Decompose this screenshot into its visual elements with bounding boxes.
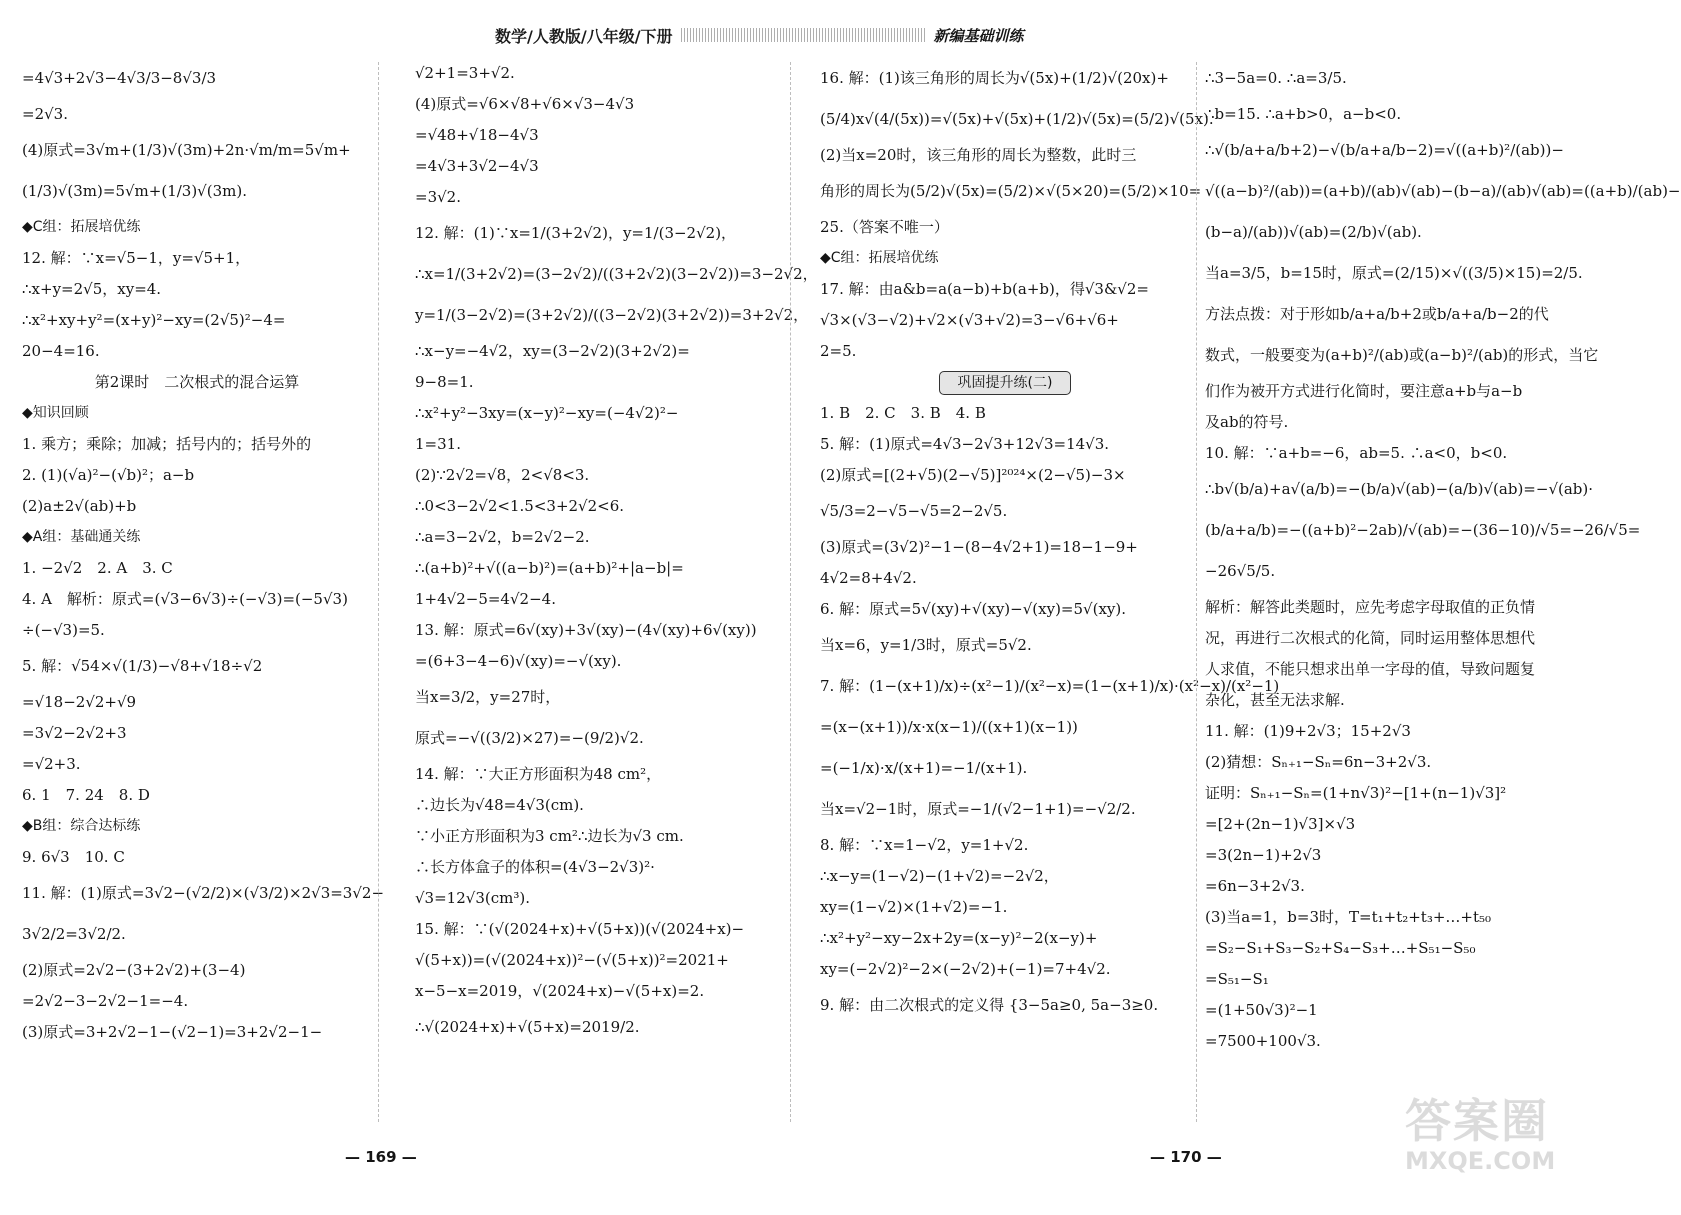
page-number-left: — 169 —	[345, 1148, 417, 1166]
answer-line: ∴0<3−2√2<1.5<3+2√2<6.	[415, 497, 625, 515]
answer-line: ∴边长为√48=4√3(cm).	[415, 796, 584, 814]
answer-line: 20−4=16.	[22, 342, 100, 360]
header-decoration	[681, 28, 926, 42]
answer-line: ∴√(2024+x)+√(5+x)=2019/2.	[415, 1018, 640, 1036]
answer-line: ∴x−y=(1−√2)−(1+√2)=−2√2，	[820, 867, 1059, 885]
answer-line: 4. A 解析：原式=(√3−6√3)÷(−√3)=(−5√3)	[22, 590, 348, 608]
answer-line: 杂化，甚至无法求解.	[1205, 691, 1345, 709]
answer-line: (2)原式=[(2+√5)(2−√5)]²⁰²⁴×(2−√5)−3×	[820, 466, 1126, 484]
answer-line: 第2课时 二次根式的混合运算	[94, 373, 300, 391]
column-2	[415, 58, 818, 1048]
answer-line: ∴x²+y²−3xy=(x−y)²−xy=(−4√2)²−	[415, 404, 679, 422]
answer-line: 数式，一般要变为(a+b)²/(ab)或(a−b)²/(ab)的形式，当它	[1205, 346, 1599, 364]
answer-line: =6n−3+2√3.	[1205, 877, 1305, 895]
answer-line: (b/a+a/b)=−((a+b)²−2ab)/√(ab)=−(36−10)/√5=−26/√5=	[1205, 521, 1641, 539]
answer-line: (3)原式=(3√2)²−1−(8−4√2+1)=18−1−9+	[820, 538, 1138, 556]
answer-line: ◆C组：拓展培优练	[820, 250, 939, 266]
answer-line: ∴x−y=−4√2，xy=(3−2√2)(3+2√2)=	[415, 342, 690, 360]
answer-line: =[2+(2n−1)√3]×√3	[1205, 815, 1356, 833]
answer-line: √3×(√3−√2)+√2×(√3+√2)=3−√6+√6+	[820, 311, 1119, 329]
answer-line: √(5+x))=(√(2024+x))²−(√(5+x))²=2021+	[415, 951, 729, 969]
answer-line: 5. 解：√54×√(1/3)−√8+√18÷√2	[22, 657, 263, 675]
answer-line: xy=(−2√2)²−2×(−2√2)+(−1)=7+4√2.	[820, 960, 1111, 978]
answer-line: 5. 解：(1)原式=4√3−2√3+12√3=14√3.	[820, 435, 1110, 453]
answer-line: 2. (1)(√a)²−(√b)²；a−b	[22, 466, 195, 484]
answer-line: 1. −2√2 2. A 3. C	[22, 559, 173, 577]
answer-line: (2)当x=20时，该三角形的周长为整数，此时三	[820, 146, 1137, 164]
answer-line: =(1+50√3)²−1	[1205, 1001, 1318, 1019]
answer-line: (1/3)√(3m)=5√m+(1/3)√(3m).	[22, 182, 247, 200]
answer-line: =4√3+2√3−4√3/3−8√3/3	[22, 69, 217, 87]
answer-line: √2+1=3+√2.	[415, 64, 515, 82]
answer-line: =(−1/x)·x/(x+1)=−1/(x+1).	[820, 759, 1028, 777]
answer-line: 25.（答案不唯一）	[820, 218, 949, 236]
answer-line: (4)原式=√6×√8+√6×√3−4√3	[415, 95, 635, 113]
answer-line: (2)a±2√(ab)+b	[22, 497, 137, 515]
answer-line: 6. 解：原式=5√(xy)+√(xy)−√(xy)=5√(xy).	[820, 600, 1126, 618]
answer-line: ∵小正方形面积为3 cm²∴边长为√3 cm.	[415, 827, 684, 845]
answer-line: =S₂−S₁+S₃−S₂+S₄−S₃+…+S₅₁−S₅₀	[1205, 939, 1476, 957]
answer-line: 9−8=1.	[415, 373, 474, 391]
answer-line: 原式=−√((3/2)×27)=−(9/2)√2.	[415, 729, 644, 747]
answer-line: 1+4√2−5=4√2−4.	[415, 590, 556, 608]
answer-line: √5/3=2−√5−√5=2−2√5.	[820, 502, 1008, 520]
answer-line: =4√3+3√2−4√3	[415, 157, 539, 175]
answer-line: =√48+√18−4√3	[415, 126, 539, 144]
answer-line: 4√2=8+4√2.	[820, 569, 917, 587]
column-4	[1205, 58, 1681, 1057]
answer-line: =S₅₁−S₁	[1205, 970, 1269, 988]
answer-line: ∴x=1/(3+2√2)=(3−2√2)/((3+2√2)(3−2√2))=3−2√2，	[415, 265, 818, 283]
answer-line: 人求值，不能只想求出单一字母的值，导致问题复	[1205, 660, 1536, 678]
page-number-right: — 170 —	[1150, 1148, 1222, 1166]
watermark-logo	[1405, 1085, 1565, 1195]
answer-line: xy=(1−√2)×(1+√2)=−1.	[820, 898, 1008, 916]
answer-line: 方法点拨：对于形如b/a+a/b+2或b/a+a/b−2的代	[1205, 305, 1549, 323]
answer-line: 15. 解：∵(√(2024+x)+√(5+x))(√(2024+x)−	[415, 920, 745, 938]
answer-line: ∴√(b/a+a/b+2)−√(b/a+a/b−2)=√((a+b)²/(ab))−	[1205, 141, 1564, 159]
answer-line: ◆A组：基础通关练	[22, 529, 141, 545]
answer-line: =2√3.	[22, 105, 68, 123]
running-header	[495, 22, 1024, 48]
answer-line: −26√5/5.	[1205, 562, 1276, 580]
answer-line: 当a=3/5，b=15时，原式=(2/15)×√((3/5)×15)=2/5.	[1205, 264, 1583, 282]
answer-line: ◆知识回顾	[22, 405, 89, 421]
answer-line: ∴长方体盒子的体积=(4√3−2√3)²·	[415, 858, 655, 876]
answer-line: 7. 解：(1−(x+1)/x)÷(x²−1)/(x²−x)=(1−(x+1)/x)·(x²−x)/(x²−1)	[820, 677, 1280, 695]
answer-line: (4)原式=3√m+(1/3)√(3m)+2n·√m/m=5√m+	[22, 141, 351, 159]
answer-line: (3)当a=1，b=3时，T=t₁+t₂+t₃+…+t₅₀	[1205, 908, 1492, 926]
answer-line: 及ab的符号.	[1205, 413, 1289, 431]
answer-line: 1. 乘方；乘除；加减；括号内的；括号外的	[22, 435, 312, 453]
column-divider	[378, 62, 379, 1122]
answer-line: 8. 解：∵x=1−√2，y=1+√2.	[820, 836, 1029, 854]
section-title-box: 巩固提升练(二)	[939, 371, 1072, 395]
watermark-url: MXQE.COM	[1405, 1147, 1556, 1175]
answer-line: 17. 解：由a&b=a(a−b)+b(a+b)，得√3&√2=	[820, 280, 1149, 298]
answer-line: ∴x+y=2√5，xy=4.	[22, 280, 162, 298]
answer-line: =3√2.	[415, 188, 461, 206]
answer-line: 当x=√2−1时，原式=−1/(√2−1+1)=−√2/2.	[820, 800, 1136, 818]
answer-line: 14. 解：∵大正方形面积为48 cm²，	[415, 765, 662, 783]
answer-line: =(x−(x+1))/x·x(x−1)/((x+1)(x−1))	[820, 718, 1078, 736]
answer-line: =(6+3−4−6)√(xy)=−√(xy).	[415, 652, 622, 670]
answer-line: 9. 解：由二次根式的定义得 {3−5a≥0, 5a−3≥0.	[820, 996, 1159, 1014]
answer-line: ∴(a+b)²+√((a−b)²)=(a+b)²+|a−b|=	[415, 559, 684, 577]
answer-line: 12. 解：∵x=√5−1，y=√5+1，	[22, 249, 251, 267]
column-1	[22, 58, 385, 1048]
answer-line: (2)猜想：Sₙ₊₁−Sₙ=6n−3+2√3.	[1205, 753, 1432, 771]
answer-line: ∴3−5a=0. ∴a=3/5.	[1205, 69, 1347, 87]
answer-line: 解析：解答此类题时，应先考虑字母取值的正负情	[1205, 598, 1536, 616]
answer-line: (3)原式=3+2√2−1−(√2−1)=3+2√2−1−	[22, 1023, 323, 1041]
answer-line: ÷(−√3)=5.	[22, 621, 105, 639]
answer-line: 13. 解：原式=6√(xy)+3√(xy)−(4√(xy)+6√(xy))	[415, 621, 757, 639]
answer-line: (2)∵2√2=√8，2<√8<3.	[415, 466, 590, 484]
answer-line: ∴b√(b/a)+a√(a/b)=−(b/a)√(ab)−(a/b)√(ab)=−√(ab)·	[1205, 480, 1594, 498]
header-series: 新编基础训练	[933, 26, 1024, 45]
answer-line: (5/4)x√(4/(5x))=√(5x)+√(5x)+(1/2)√(5x)=(5/2)√(5x).	[820, 110, 1214, 128]
answer-line: 当x=6，y=1/3时，原式=5√2.	[820, 636, 1032, 654]
answer-line: ∴a=3−2√2，b=2√2−2.	[415, 528, 590, 546]
answer-line: ◆C组：拓展培优练	[22, 219, 141, 235]
answer-line	[820, 367, 1190, 398]
answer-line: y=1/(3−2√2)=(3+2√2)/((3−2√2)(3+2√2))=3+2√2，	[415, 306, 809, 324]
answer-line: 角形的周长为(5/2)√(5x)=(5/2)×√(5×20)=(5/2)×10=	[820, 182, 1202, 200]
answer-line: ∴x²+xy+y²=(x+y)²−xy=(2√5)²−4=	[22, 311, 286, 329]
answer-line: ∴x²+y²−xy−2x+2y=(x−y)²−2(x−y)+	[820, 929, 1098, 947]
answer-line: ∴b=15. ∴a+b>0，a−b<0.	[1205, 105, 1402, 123]
answer-line: (b−a)/(ab))√(ab)=(2/b)√(ab).	[1205, 223, 1422, 241]
answer-line: =√18−2√2+√9	[22, 693, 137, 711]
answer-line: 16. 解：(1)该三角形的周长为√(5x)+(1/2)√(20x)+	[820, 69, 1169, 87]
answer-line: 10. 解：∵a+b=−6，ab=5. ∴a<0，b<0.	[1205, 444, 1508, 462]
answer-line: x−5−x=2019，√(2024+x)−√(5+x)=2.	[415, 982, 705, 1000]
answer-line: 证明：Sₙ₊₁−Sₙ=(1+n√3)²−[1+(n−1)√3]²	[1205, 784, 1507, 802]
answer-line: √3=12√3(cm³).	[415, 889, 530, 907]
answer-line: 3√2/2=3√2/2.	[22, 925, 126, 943]
answer-line: (2)原式=2√2−(3+2√2)+(3−4)	[22, 961, 246, 979]
answer-line: 1=31.	[415, 435, 461, 453]
answer-line: 们作为被开方式进行化简时，要注意a+b与a−b	[1205, 382, 1523, 400]
answer-line: 11. 解：(1)9+2√3；15+2√3	[1205, 722, 1411, 740]
page-gutter	[790, 62, 791, 1122]
answer-line: 11. 解：(1)原式=3√2−(√2/2)×(√3/2)×2√3=3√2−	[22, 884, 385, 902]
answer-line: ◆B组：综合达标练	[22, 818, 141, 834]
answer-line: 9. 6√3 10. C	[22, 848, 125, 866]
answer-line: 况，再进行二次根式的化简，同时运用整体思想代	[1205, 629, 1536, 647]
answer-line: =√2+3.	[22, 755, 81, 773]
header-subject: 数学/人教版/八年级/下册	[495, 26, 673, 46]
answer-line: 2=5.	[820, 342, 857, 360]
answer-line: 6. 1 7. 24 8. D	[22, 786, 150, 804]
answer-line: =7500+100√3.	[1205, 1032, 1321, 1050]
answer-line: 1. B 2. C 3. B 4. B	[820, 404, 986, 422]
column-divider	[1196, 62, 1197, 1122]
watermark-text: 答案圈	[1405, 1094, 1549, 1148]
answer-line: =3(2n−1)+2√3	[1205, 846, 1322, 864]
answer-line: √((a−b)²/(ab))=(a+b)/(ab)√(ab)−(b−a)/(ab)√(ab)=((a+b)/(ab)−	[1205, 182, 1681, 200]
answer-line: =3√2−2√2+3	[22, 724, 127, 742]
answer-line: 12. 解：(1)∵x=1/(3+2√2)，y=1/(3−2√2)，	[415, 224, 737, 242]
answer-line: =2√2−3−2√2−1=−4.	[22, 992, 189, 1010]
answer-line: 当x=3/2，y=27时，	[415, 688, 561, 706]
